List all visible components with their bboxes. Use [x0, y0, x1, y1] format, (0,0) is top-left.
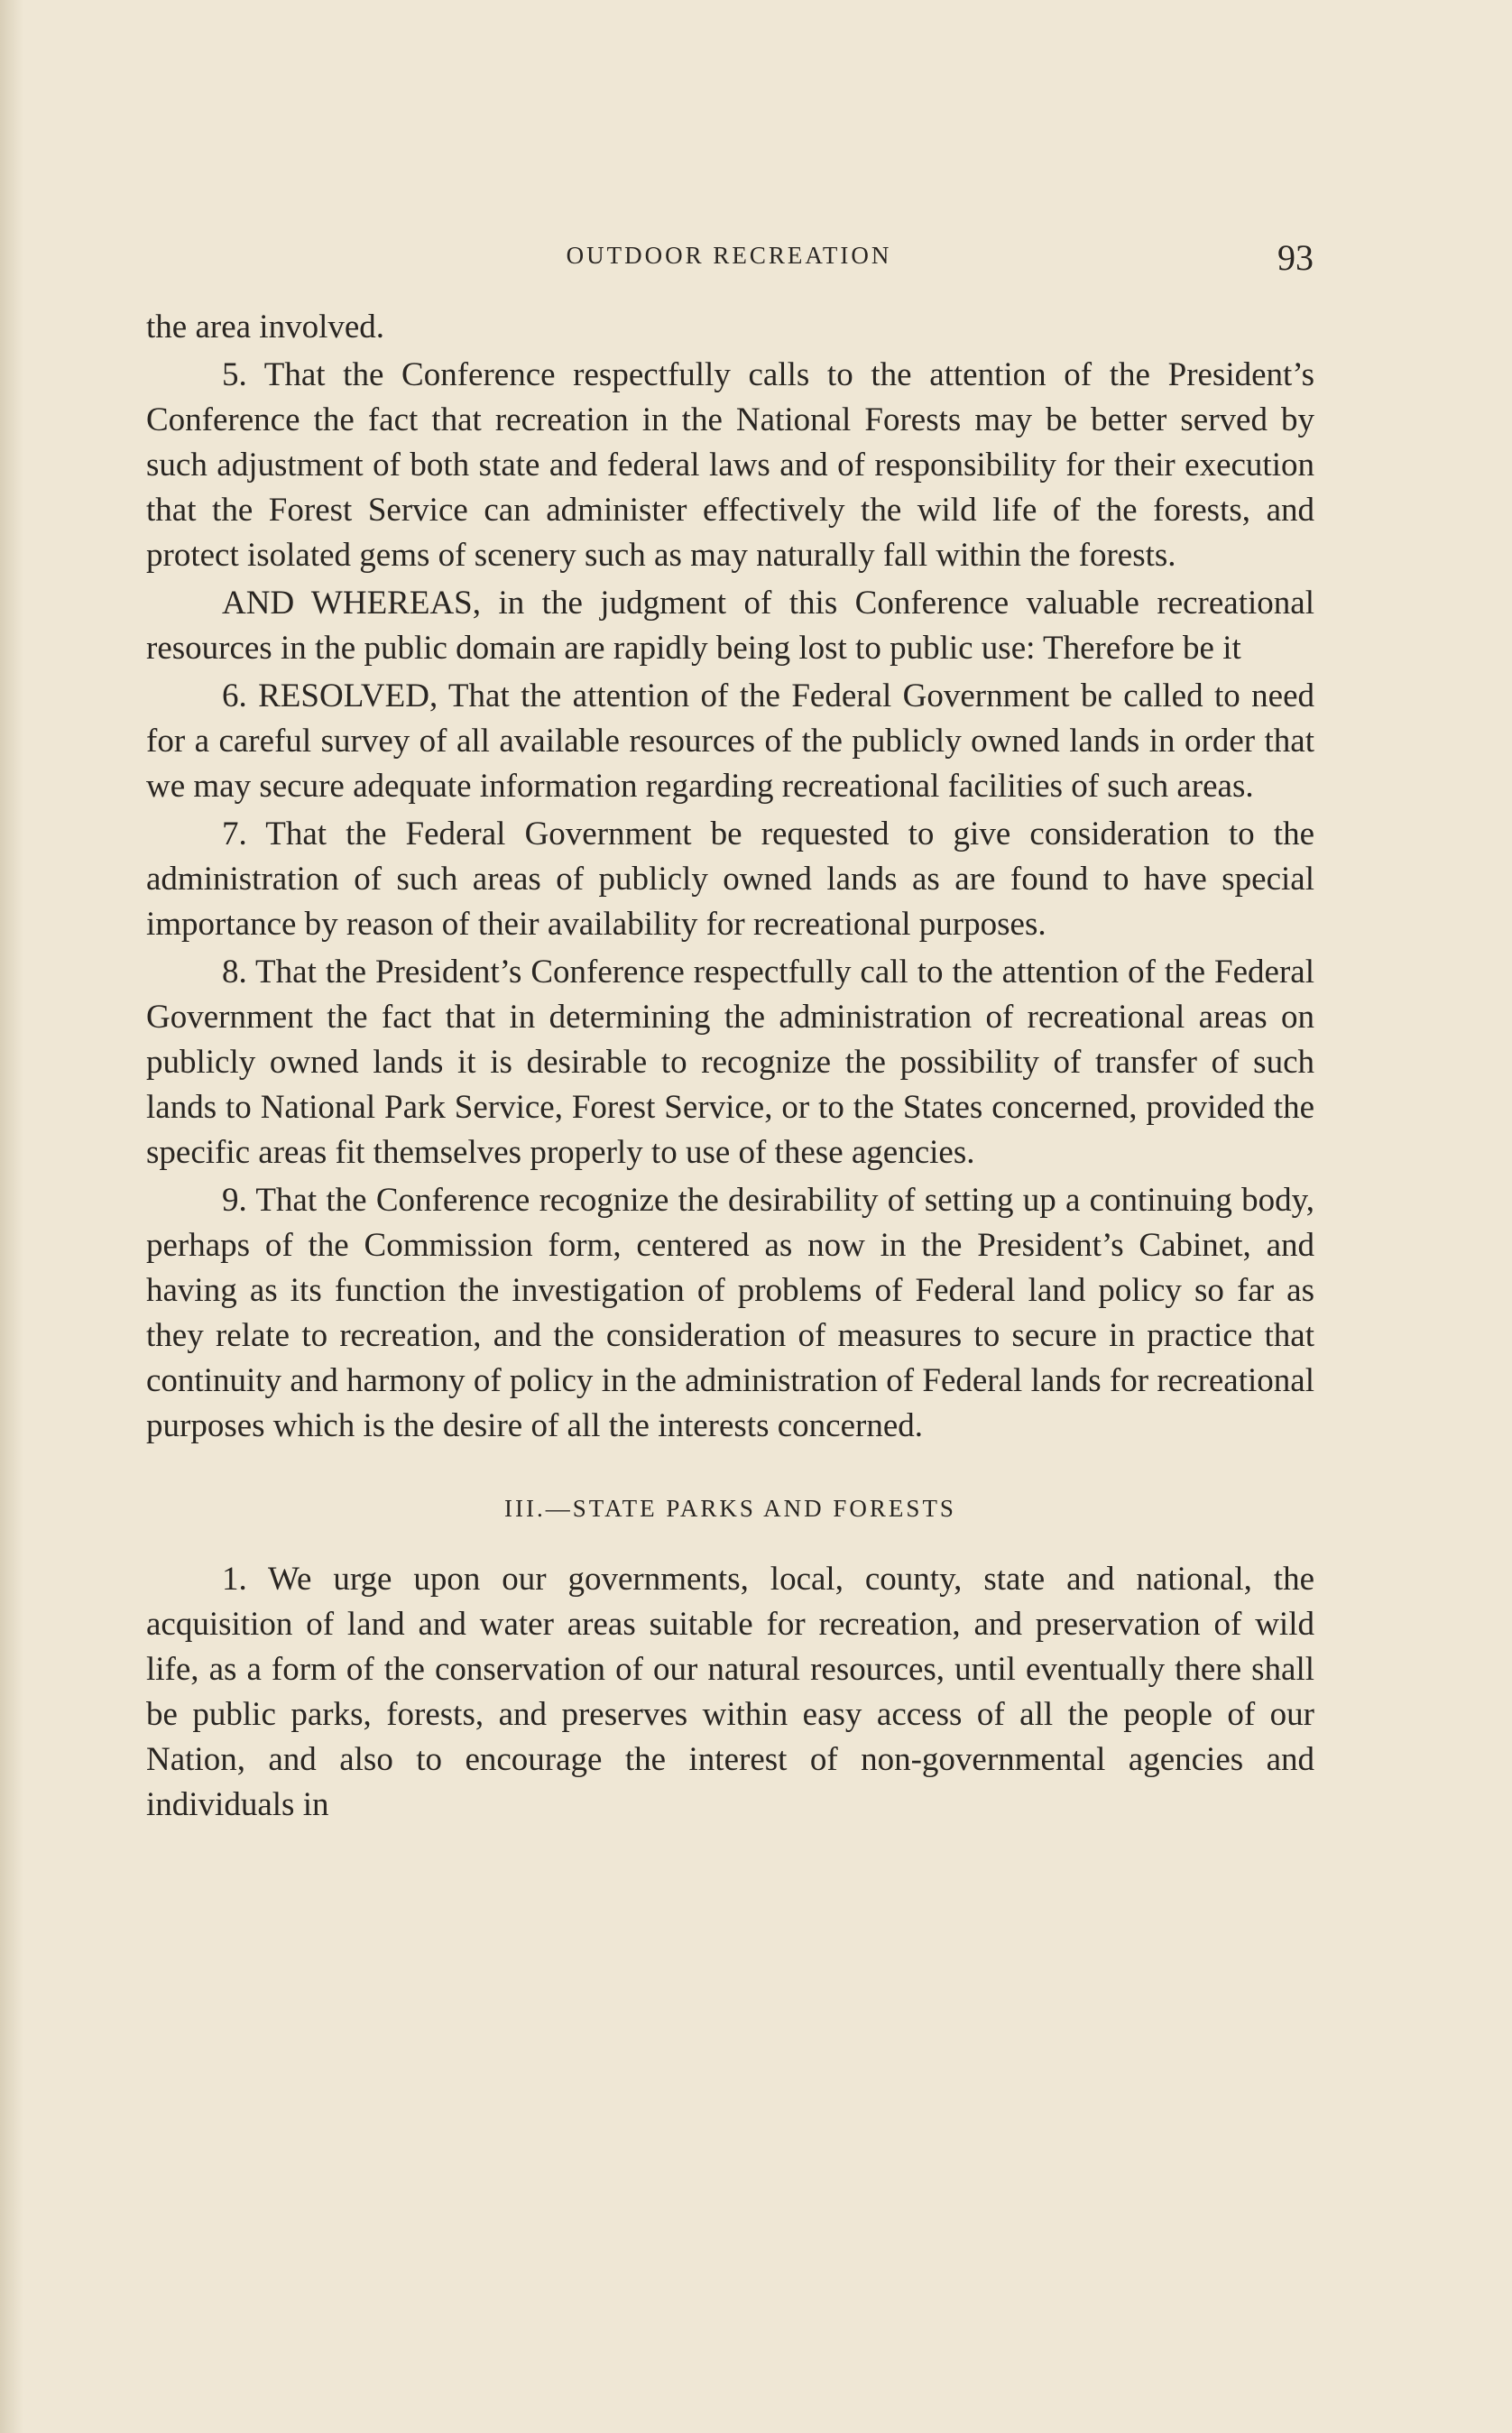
resolution-9: 9. That the Conference recognize the desirability of setting up a continuing body, perhaps of the Commission form, centered as now in the President’s Cabinet, and having as its function the investigation of problems of Federal land policy so far as they relate to recreation, and the consideration of measures to secure in practice that continuity and harmony of policy in the administration of Federal lands for recreational purposes which is the desire of all the interests concerned. — [146, 1182, 1314, 1444]
page-number: 93 — [1277, 237, 1314, 278]
paragraph-continuation: the area involved. — [146, 309, 385, 346]
state-parks-item-1: 1. We urge upon our governments, local, county, state and national, the acquisition of land and water areas suitable for recreation, and preservation of wild life, as a form of the conservation of our natural resources, until eventually there shall be public parks, forests, and preserves within easy access of all the people of our Nation, and also to encourage the interest of non-governmental agencies and individuals in — [146, 1561, 1314, 1823]
page-header — [144, 236, 1314, 281]
section-heading: III.—STATE PARKS AND FORESTS — [504, 1495, 956, 1522]
whereas-clause: AND WHEREAS, in the judgment of this Conference valuable recreational resources in the public domain are rapidly being lost to public use: Therefore be it — [146, 585, 1314, 667]
resolution-7: 7. That the Federal Government be requested to give consideration to the administration of such areas of publicly owned lands as are found to have special importance by reason of their availability for recreational purposes. — [146, 816, 1314, 943]
body-text — [146, 305, 1314, 1830]
resolution-8: 8. That the President’s Conference respectfully call to the attention of the Federal Government the fact that in determining the administration of recreational areas on publicly owned lands it is desirable to recognize the possibility of transfer of such lands to National Park Service, Forest Service, or to the States concerned, provided the specific areas fit themselves properly to use of these agencies. — [146, 954, 1314, 1171]
paper-edge — [0, 0, 23, 2433]
running-title: OUTDOOR RECREATION — [566, 242, 892, 269]
resolution-5: 5. That the Conference respectfully calls to the attention of the President’s Conference the fact that recreation in the National Forests may be better served by such adjustment of both state and federal laws and of responsibility for their execution that the Forest Service can administer effectively the wild life of the forests, and protect isolated gems of scenery such as may naturally fall within the forests. — [146, 356, 1314, 574]
resolution-6: 6. RESOLVED, That the attention of the Federal Government be called to need for a careful survey of all available resources of the publicly owned lands in order that we may secure adequate information regarding recreational facilities of such areas. — [146, 677, 1314, 805]
